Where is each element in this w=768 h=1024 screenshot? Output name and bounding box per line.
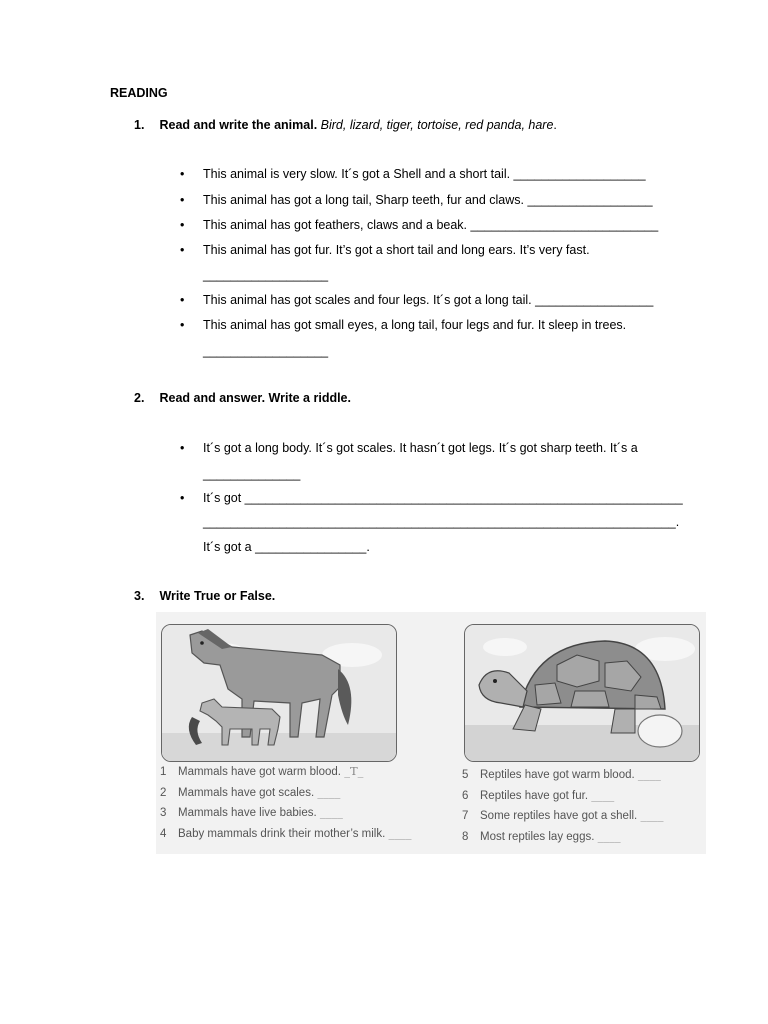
statement-3: 3 Mammals have live babies. ____ xyxy=(160,805,343,819)
statement-5: 5 Reptiles have got warm blood. ____ xyxy=(462,767,661,781)
answer-line: __________________ xyxy=(203,268,329,282)
answer-blank[interactable]: ____ xyxy=(319,805,343,819)
answer-line: ______________ xyxy=(203,467,301,481)
question-number: 1. xyxy=(134,118,145,132)
question-3 xyxy=(134,589,275,603)
statement-8: 8 Most reptiles lay eggs. ____ xyxy=(462,829,621,843)
tortoise-image xyxy=(465,625,699,761)
statement-4: 4 Baby mammals drink their mother’s milk. ____ xyxy=(160,826,412,840)
answer-blank[interactable]: ____ xyxy=(637,767,661,781)
question-number: 2. xyxy=(134,391,145,405)
question-2 xyxy=(134,391,351,405)
section-heading: READING xyxy=(110,86,168,100)
statement-2: 2 Mammals have got scales. ____ xyxy=(160,785,341,799)
true-false-figure xyxy=(156,612,706,854)
answer-line: __________________ xyxy=(203,344,329,358)
answer-blank[interactable]: ____ xyxy=(317,785,341,799)
statement-1: 1 Mammals have got warm blood. _T_ xyxy=(160,764,364,778)
tortoise-illustration xyxy=(464,624,700,762)
question-title: Read and write the animal. xyxy=(159,118,318,132)
horses-illustration xyxy=(161,624,397,762)
answer-blank[interactable]: ____ xyxy=(591,788,615,802)
question-title: Read and answer. Write a riddle. xyxy=(159,391,351,405)
word-bank: Bird, lizard, tiger, tortoise, red panda, hare xyxy=(320,118,554,132)
answer-line: ____________________________________________________________________. xyxy=(203,515,680,529)
question-1: 1. Read and write the animal. Bird, lizard, tiger, tortoise, red panda, hare. xyxy=(134,118,557,132)
answer-blank[interactable]: ____ xyxy=(597,829,621,843)
answer-blank[interactable]: _T_ xyxy=(344,764,364,778)
answer-blank[interactable]: ____ xyxy=(388,826,412,840)
statement-7: 7 Some reptiles have got a shell. ____ xyxy=(462,808,664,822)
worksheet-page: READING 1. Read and write the animal. Bird, lizard, tiger, tortoise, red panda, hare. • This animal is very slow. It´s got a Shell and a short tail. ___________________ • This animal has got a long tail, Sharp teeth, fur and claws. __________________ • This animal has got feathers, claws and a beak. ___________________________ • This animal has got fur. It’s got a short tail and long ears. It’s very fast. __________________ • This animal has got scales and four legs. It´s got a long tail. _________________ • This animal has got small eyes, a long tail, four legs and fur. It sleep in trees. __________________ 2. Read and answer. Write a riddle. • It´s got a long body. It´s got scales. It hasn´t got legs. It´s got sharp teeth. It´s a ______________ • It´s got _______________________________________________________________ ____________________________________________________________________. It´s got a ________________. 3. Write True or False. 1 Mammals have got warm blood. _T_ 2 Mammals have got scales. ____ 3 Mammals have live babies. ____ 4 Baby mammals drink their mother’s milk. ____ 5 Reptiles have got warm blood. ____ 6 Reptiles have got fur. ____ 7 Some reptiles have got a shell. ____ 8 Most reptiles lay eggs. ____ xyxy=(0,0,768,1024)
question-number: 3. xyxy=(134,589,145,603)
statement-6: 6 Reptiles have got fur. ____ xyxy=(462,788,615,802)
answer-line: It´s got a ________________. xyxy=(203,540,370,554)
question-title: Write True or False. xyxy=(159,589,276,603)
answer-blank[interactable]: ____ xyxy=(640,808,664,822)
horse-and-foal-image xyxy=(162,625,396,761)
